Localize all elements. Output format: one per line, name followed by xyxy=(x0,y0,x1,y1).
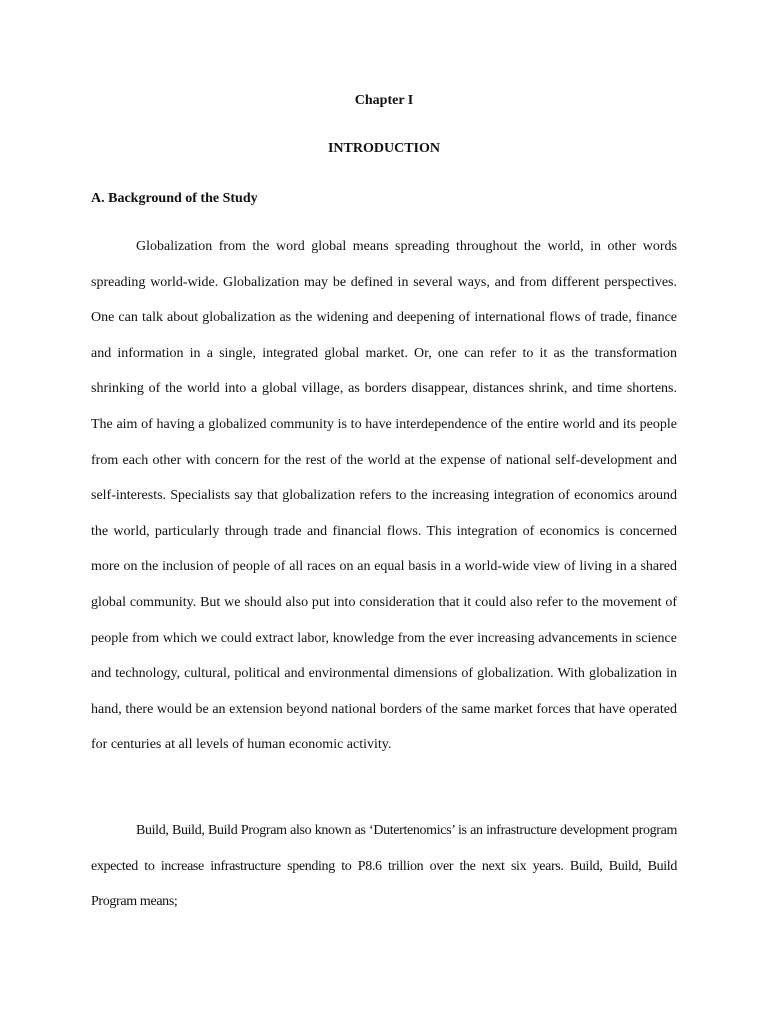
body-paragraph-build-program xyxy=(91,813,677,920)
chapter-title: Chapter I xyxy=(354,93,414,108)
main-heading: INTRODUCTION xyxy=(327,141,440,156)
section-heading: A. Background of the Study xyxy=(91,191,258,206)
paragraph-text: Build, Build, Build Program also known as ‘Dutertenomics’ is an infrastructure development program expected to increase infrastructure spending to P8.6 trillion over the next six years. Build, Build, Build Program means; xyxy=(91,823,677,910)
body-paragraph-globalization: Globalization from the word global means spreading throughout the world, in other words spreading world-wide. Globalization may be defined in several ways, and from different perspectives. One can talk about globalization as the widening and deepening of international flows of trade, finance and information in a single, integrated global market. Or, one can refer to it as the transformation shrinking of the world into a global village, as borders disappear, distances shrink, and time shortens. The aim of having a globalized community is to have interdependence of the entire world and its people from each other with concern for the rest of the world at the expense of national self-development and self-interests. Specialists say that globalization refers to the increasing integration of economics around the world, particularly through trade and financial flows. This integration of economics is concerned more on the inclusion of people of all races on an equal basis in a world-wide view of living in a shared global community. But we should also put into consideration that it could also refer to the movement of people from which we could extract labor, knowledge from the ever increasing advancements in science and technology, cultural, political and environmental dimensions of globalization. With globalization in hand, there would be an extension beyond national borders of the same market forces that have operated for centuries at all levels of human economic activity. xyxy=(91,239,677,753)
